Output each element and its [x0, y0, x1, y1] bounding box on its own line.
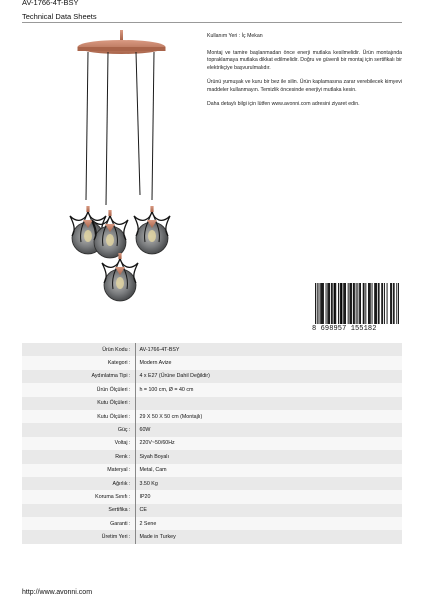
barcode-bar	[369, 283, 370, 324]
barcode-bar	[342, 283, 343, 324]
spec-row	[22, 410, 402, 423]
barcode-bar	[349, 283, 350, 324]
barcode-bar	[343, 283, 344, 324]
barcode-bar	[345, 283, 346, 324]
barcode-bar	[334, 283, 335, 324]
header-divider	[22, 22, 402, 23]
pendant-shade-right	[134, 206, 170, 254]
pendant-shade-back	[92, 210, 128, 258]
usage-location: Kullanım Yeri : İç Mekan	[207, 33, 263, 39]
barcode-bar	[376, 283, 377, 324]
barcode	[312, 283, 402, 333]
spec-value: h = 100 cm, Ø = 40 cm	[135, 383, 402, 396]
barcode-bar	[320, 283, 321, 324]
spec-label: Kutu Ölçüleri :	[22, 410, 135, 423]
spec-row	[22, 490, 402, 503]
spec-row	[22, 450, 402, 463]
barcode-bar	[356, 283, 357, 324]
barcode-bar	[391, 283, 392, 324]
barcode-bar	[335, 283, 336, 324]
spec-row	[22, 530, 402, 543]
spec-label: Sertifika :	[22, 504, 135, 517]
spec-label: Ürün Ölçüleri :	[22, 383, 135, 396]
spec-row	[22, 397, 402, 410]
barcode-bar	[344, 283, 345, 324]
spec-label: Voltaj :	[22, 437, 135, 450]
spec-row	[22, 504, 402, 517]
barcode-bar	[340, 283, 341, 324]
barcode-bar	[326, 283, 327, 324]
spec-value: AV-1766-4T-BSY	[135, 343, 402, 356]
barcode-bar	[351, 283, 352, 324]
spec-value: 29 X 50 X 50 cm (Montajlı)	[135, 410, 402, 423]
spec-value: Made in Turkey	[135, 530, 402, 543]
spec-row	[22, 356, 402, 369]
barcode-bar	[379, 283, 380, 324]
spec-value: Siyah Boyalı	[135, 450, 402, 463]
barcode-bar	[327, 283, 328, 324]
spec-value: 60W	[135, 423, 402, 436]
barcode-bar	[334, 283, 335, 324]
spec-table	[22, 343, 402, 544]
barcode-bar	[365, 283, 366, 324]
barcode-bar	[341, 283, 342, 324]
spec-row	[22, 464, 402, 477]
barcode-bar	[384, 283, 385, 324]
barcode-bar	[332, 283, 333, 324]
barcode-bar	[374, 283, 375, 324]
barcode-bar	[317, 283, 318, 324]
spec-row	[22, 477, 402, 490]
barcode-bar	[378, 283, 379, 324]
barcode-bar	[357, 283, 358, 324]
barcode-bar	[315, 283, 316, 324]
spec-label: Aydınlatma Tipi :	[22, 370, 135, 383]
barcode-bar	[323, 283, 324, 324]
spec-value: Metal, Cam	[135, 464, 402, 477]
barcode-bar	[370, 283, 371, 324]
spec-row	[22, 437, 402, 450]
cleaning-instructions: Ürünü yumuşak ve kuru bir bez ile silin. Ürün kaplamasına zarar verebilecek kimyevi maddeler kullanmayın. Temizlik öncesinde enerjiyi mutlaka kesin.	[207, 79, 402, 93]
barcode-bar	[381, 283, 382, 324]
product-code-heading: AV-1766-4T-BSY	[22, 0, 79, 7]
barcode-bar	[338, 283, 339, 324]
spec-label: Materyal :	[22, 464, 135, 477]
spec-label: Ağırlık :	[22, 477, 135, 490]
chandelier-product-image	[58, 30, 188, 320]
barcode-bar	[393, 283, 394, 324]
barcode-bar	[328, 283, 329, 324]
barcode-bar	[387, 283, 388, 324]
website-link[interactable]: http://www.avonni.com	[22, 589, 93, 596]
spec-label: Renk :	[22, 450, 135, 463]
barcode-bar	[353, 283, 354, 324]
spec-value: 2 Sene	[135, 517, 402, 530]
ceiling-stem	[120, 30, 123, 40]
spec-value: Modern Avize	[135, 356, 402, 369]
barcode-bar	[329, 283, 330, 324]
barcode-bar	[372, 283, 373, 324]
spec-row	[22, 517, 402, 530]
suspension-cables	[86, 52, 154, 205]
spec-label: Kutu Ölçüleri :	[22, 397, 135, 410]
installation-warning: Montaj ve tamire başlanmadan önce enerji mutlaka kesilmelidir. Ürün montajında topraklamaya mutlaka dikkat edilmelidir. Doğru ve güvenli bir montaj için sertifikalı bir elektrikçiye başvurulmalıdır.	[207, 49, 402, 71]
spec-label: Koruma Sınıfı :	[22, 490, 135, 503]
spec-value: IP20	[135, 490, 402, 503]
spec-row	[22, 423, 402, 436]
barcode-bar	[354, 283, 355, 324]
barcode-bar	[398, 283, 399, 324]
barcode-bar	[390, 283, 391, 324]
barcode-digits: 8 698957 155182	[312, 325, 377, 333]
barcode-bar	[368, 283, 369, 324]
barcode-bar	[382, 283, 383, 324]
usage-information	[207, 33, 402, 116]
barcode-bar	[319, 283, 320, 324]
spec-label: Üretim Yeri :	[22, 530, 135, 543]
spec-label: Kategori :	[22, 356, 135, 369]
pendant-shade-front	[102, 253, 138, 301]
spec-label: Garanti :	[22, 517, 135, 530]
barcode-bar	[348, 283, 349, 324]
spec-value: CE	[135, 504, 402, 517]
barcode-bar	[359, 283, 360, 324]
barcode-bar	[350, 283, 351, 324]
barcode-bar	[375, 283, 376, 324]
spec-row	[22, 383, 402, 396]
barcode-bar	[394, 283, 395, 324]
spec-label: Güç :	[22, 423, 135, 436]
spec-value	[135, 397, 402, 410]
barcode-bar	[364, 283, 365, 324]
barcode-bar	[396, 283, 397, 324]
barcode-bar	[360, 283, 361, 324]
barcode-bar	[331, 283, 332, 324]
document-title: Technical Data Sheets	[22, 12, 97, 21]
barcode-bars	[315, 283, 399, 324]
spec-value: 3.50 Kg	[135, 477, 402, 490]
spec-value: 220V~50/60Hz	[135, 437, 402, 450]
spec-label: Ürün Kodu :	[22, 343, 135, 356]
barcode-bar	[321, 283, 322, 324]
more-info-note: Daha detaylı bilgi için lütfen www.avonni.com adresini ziyaret edin.	[207, 101, 360, 108]
spec-value: 4 x E27 (Ürüne Dahil Değildir)	[135, 370, 402, 383]
spec-row	[22, 343, 402, 356]
barcode-bar	[322, 283, 323, 324]
barcode-bar	[363, 283, 364, 324]
spec-row	[22, 370, 402, 383]
